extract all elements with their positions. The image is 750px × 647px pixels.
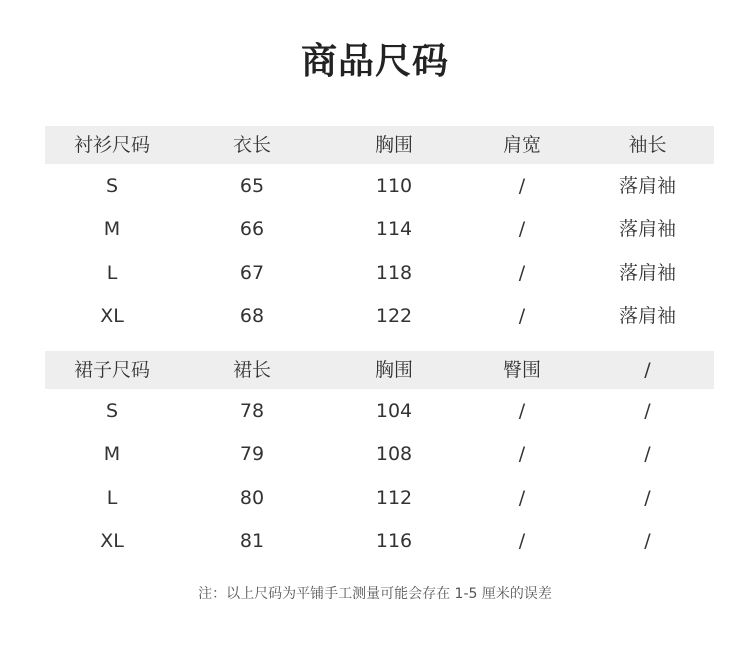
- table-cell: L: [106, 486, 118, 509]
- table-cell: 68: [239, 305, 265, 328]
- table-row: [45, 295, 714, 339]
- table-row: [45, 164, 714, 208]
- table-cell: S: [105, 174, 119, 197]
- table-cell: /: [518, 305, 526, 328]
- table-cell: 81: [239, 530, 265, 553]
- table-cell: 78: [239, 399, 265, 422]
- table-row: [45, 433, 714, 477]
- header-cell: 胸围: [374, 134, 413, 156]
- table-cell: /: [518, 174, 526, 197]
- table-header-row: [45, 351, 714, 389]
- table-row: [45, 389, 714, 433]
- table-cell: /: [518, 443, 526, 466]
- table-cell: 118: [375, 261, 413, 284]
- table-row: [45, 520, 714, 564]
- table-cell: 80: [239, 486, 265, 509]
- table-cell: 122: [375, 305, 413, 328]
- table-cell: L: [106, 261, 118, 284]
- table-cell: 108: [375, 443, 413, 466]
- table-row: [45, 208, 714, 252]
- table-cell: 114: [375, 218, 413, 241]
- table-cell: /: [644, 399, 651, 422]
- skirt-size-table: [45, 351, 714, 563]
- table-cell: /: [518, 261, 526, 284]
- table-cell: S: [105, 399, 119, 422]
- table-cell: XL: [100, 305, 124, 328]
- shirt-size-table: [45, 126, 714, 338]
- header-cell: 衣长: [232, 134, 271, 156]
- table-cell: M: [103, 443, 121, 466]
- table-cell: 65: [239, 174, 265, 197]
- table-cell: /: [518, 486, 526, 509]
- table-cell: 落肩袖: [618, 261, 676, 284]
- measurement-note: 注：以上尺码为平铺手工测量可能会存在 1-5 厘米的误差: [198, 586, 552, 602]
- header-cell: 袖长: [628, 134, 667, 156]
- table-cell: M: [103, 218, 121, 241]
- table-cell: /: [518, 399, 526, 422]
- header-cell: 裙长: [232, 359, 271, 381]
- table-row: [45, 476, 714, 520]
- table-header-row: [45, 126, 714, 164]
- table-cell: 112: [375, 486, 413, 509]
- table-cell: /: [518, 218, 526, 241]
- table-cell: 落肩袖: [618, 305, 676, 328]
- table-cell: 116: [375, 530, 413, 553]
- table-cell: XL: [100, 530, 124, 553]
- table-cell: 67: [239, 261, 265, 284]
- table-cell: 104: [375, 399, 413, 422]
- table-cell: 66: [239, 218, 265, 241]
- header-cell: /: [644, 359, 651, 381]
- table-row: [45, 251, 714, 295]
- header-cell: 衬衫尺码: [73, 134, 150, 156]
- table-cell: 落肩袖: [618, 174, 676, 197]
- table-cell: /: [644, 530, 651, 553]
- table-cell: 落肩袖: [618, 218, 676, 241]
- header-cell: 臀围: [502, 359, 541, 381]
- table-cell: /: [644, 486, 651, 509]
- table-cell: 79: [239, 443, 265, 466]
- table-cell: /: [518, 530, 526, 553]
- page-title: 商品尺码: [300, 41, 449, 82]
- header-cell: 胸围: [374, 359, 413, 381]
- table-cell: 110: [375, 174, 413, 197]
- table-cell: /: [644, 443, 651, 466]
- header-cell: 肩宽: [502, 134, 541, 156]
- header-cell: 裙子尺码: [73, 359, 150, 381]
